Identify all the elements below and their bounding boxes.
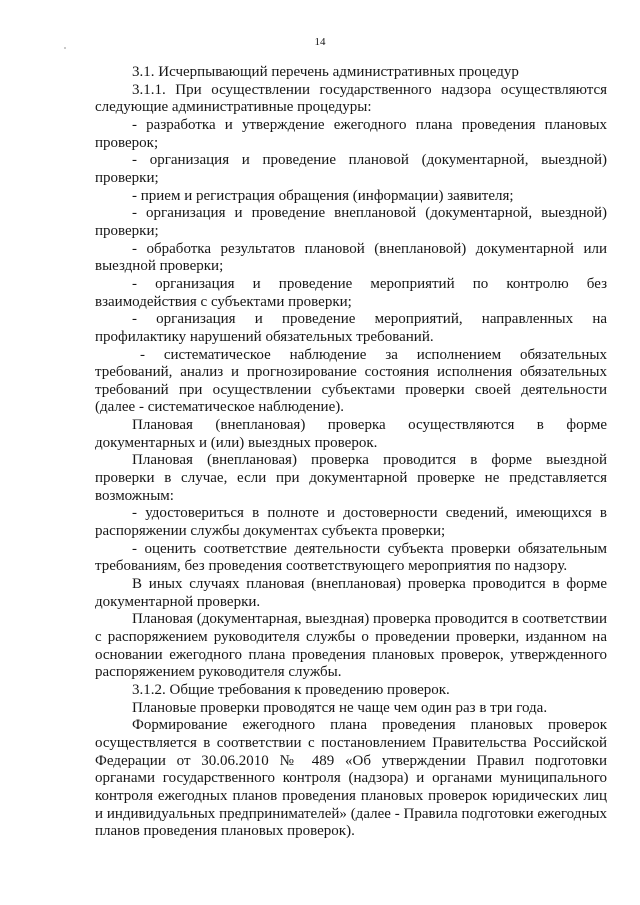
section-heading: 3.1. Исчерпывающий перечень административных процедур — [132, 64, 519, 80]
list-item: - обработка результатов плановой (внеплановой) документарной или выездной проверки; — [95, 240, 607, 275]
list-item: - организация и проведение внеплановой (документарной, выездной) проверки; — [95, 205, 607, 239]
paragraph: 3.1.1. При осуществлении государственного надзора осуществляются следующие административные процедуры: — [95, 81, 607, 116]
list-item: - удостовериться в полноте и достоверности сведений, имеющихся в распоряжении службы документах субъекта проверки; — [95, 505, 607, 540]
list-item: - разработка и утверждение ежегодного плана проведения плановых проверок; — [95, 116, 607, 151]
paragraph: В иных случаях плановая (внеплановая) проверка проводится в форме документарной проверки. — [95, 576, 607, 610]
list-item: - систематическое наблюдение за исполнением обязательных требований, анализ и прогнозирование состояния исполнения обязательных требований при осуществлении субъектами проверки своей деятельности (далее - систематическое наблюдение). — [95, 346, 607, 416]
paragraph: Плановая (внеплановая) проверка осуществляются в форме документарных и (или) выездных проверок. — [95, 417, 607, 451]
list-item: - организация и проведение мероприятий, направленных на профилактику нарушений обязательных требований. — [95, 311, 607, 345]
paragraph: Плановые проверки проводятся не чаще чем один раз в три года. — [132, 699, 548, 716]
paragraph: Плановая (документарная, выездная) проверка проводится в соответствии с распоряжением руководителя службы о проведении проверки, изданном на основании ежегодного плана проведения плановых проверок, утвержденного распоряжением руководителя службы. — [95, 611, 607, 681]
list-item: - прием и регистрация обращения (информации) заявителя; — [132, 187, 514, 204]
paragraph: Плановая (внеплановая) проверка проводится в форме выездной проверки в случае, если при документарной проверке не представляется возможным: — [95, 452, 607, 504]
paragraph: Формирование ежегодного плана проведения плановых проверок осуществляется в соответствии с постановлением Правительства Российской Федерации от 30.06.2010 № 489 «Об утверждении Правил подготовки органами государственного контроля (надзора) и органами муниципального контроля ежегодных планов проведения плановых проверок юридических лиц и индивидуальных предпринимателей» (далее - Правила подготовки ежегодных планов проведения плановых проверок). — [95, 717, 607, 840]
section-heading: 3.1.2. Общие требования к проведению проверок. — [132, 681, 450, 698]
list-item: - организация и проведение мероприятий по контролю без взаимодействия с субъектами проверки; — [95, 275, 607, 310]
list-item: - оценить соответствие деятельности субъекта проверки обязательным требованиям, без проведения соответствующего мероприятия по надзору. — [95, 540, 607, 575]
document-body — [95, 64, 607, 841]
page-number: 14 — [314, 36, 326, 48]
list-item: - организация и проведение плановой (документарной, выездной) проверки; — [95, 152, 607, 186]
